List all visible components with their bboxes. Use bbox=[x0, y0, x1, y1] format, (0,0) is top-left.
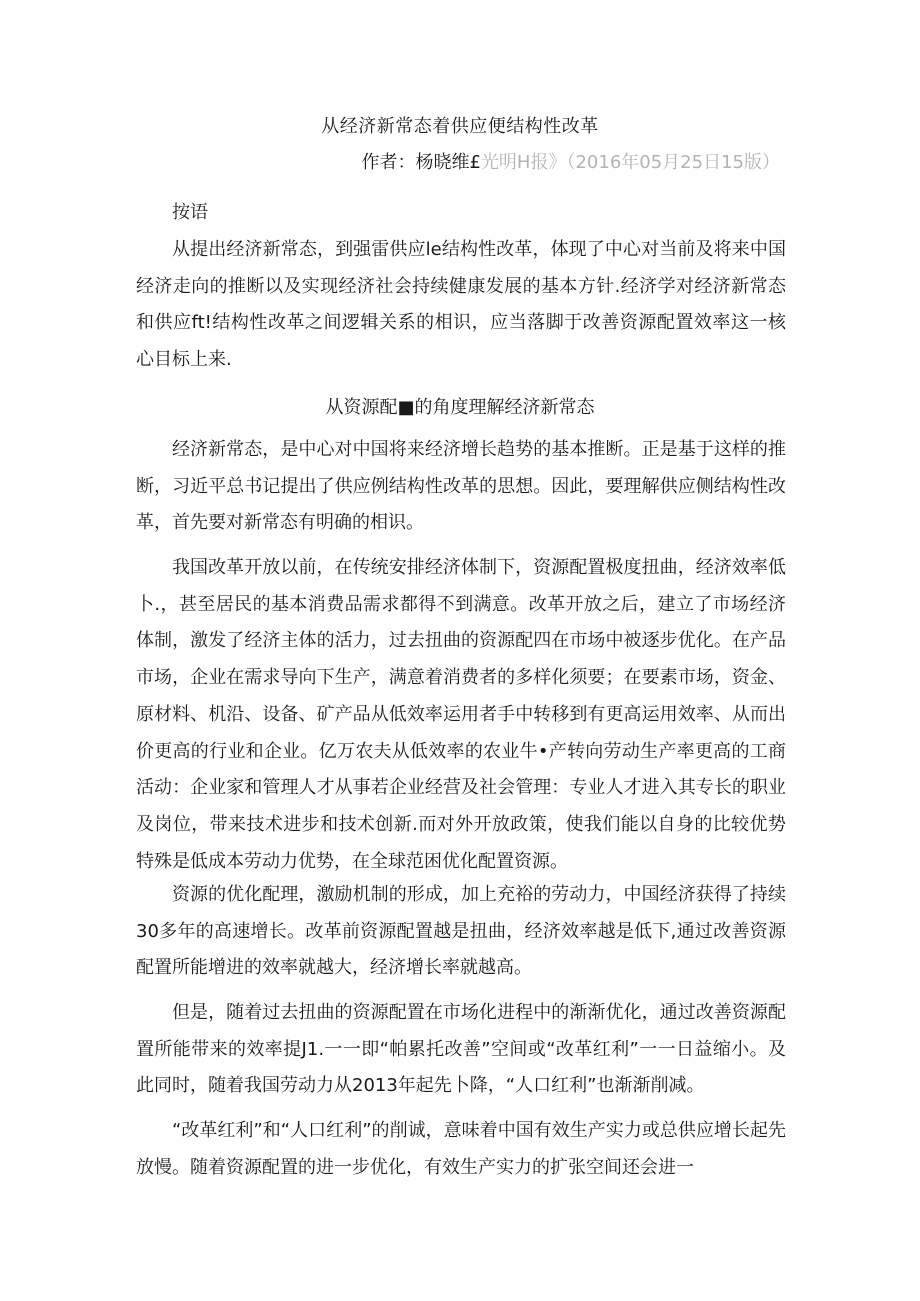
author-label: 作者：杨晓维£ bbox=[361, 152, 481, 173]
article-title: 从经济新常态着供应便结构性改革 bbox=[321, 116, 599, 137]
publication-source: 光明H报》（2016年05月25日15版） bbox=[480, 152, 780, 173]
section-heading: 从资源配■的角度理解经济新常态 bbox=[325, 397, 595, 418]
body-paragraph: 经济新常态，是中心对中国将来经济增长趋势的基本推断。正是基于这样的推断，习近平总书记提出了供应例结构性改革的思想。因此，要理解供应侧结构性改革，首先要对新常态有明确的相识。 bbox=[136, 439, 786, 534]
byline bbox=[361, 148, 780, 174]
body-paragraph: 但是，随着过去扭曲的资源配置在市场化进程中的渐渐优化，通过改善资源配置所能带来的效率提J1.一一即“帕累托改善”空间或“改革红利”一一日益缩小。及此同时，随着我国劳动力从2013年起先卜降，“人口红利”也渐渐削减。 bbox=[136, 1002, 786, 1097]
body-paragraph: “改革红利”和“人口红利”的削诚，意味着中国有效生产实力或总供应增长起先放慢。随着资源配置的进一步优化，有效生产实力的扩张空间还会进一 bbox=[136, 1120, 786, 1178]
intro-paragraph: 从提出经济新常态，到强雷供应le结构性改革，体现了中心对当前及将来中国经济走向的推断以及实现经济社会持续健康发展的基本方针.经济学对经济新常态和供应ft!结构性改革之间逻辑关系的相识，应当落脚于改善资源配置效率这一核心目标上来. bbox=[136, 239, 786, 371]
editor-note-label: 按语 bbox=[172, 202, 208, 223]
body-paragraph: 资源的优化配理，激励机制的形成，加上充裕的劳动力，中国经济获得了持续30多年的高速增长。改革前资源配置越是扭曲，经济效率越是低下,通过改善资源配置所能增进的效率就越大，经济增长率就越高。 bbox=[136, 884, 786, 979]
body-paragraph: 我国改革开放以前，在传统安排经济体制下，资源配置极度扭曲，经济效率低卜.，甚至居民的基本消费品需求都得不到满意。改革开放之后，建立了市场经济体制，激发了经济主体的活力，过去扭曲的资源配四在市场中被逐步优化。在产品市场，企业在需求导向下生产，满意着消费者的多样化须要；在要素市场，资金、原材料、机沿、设备、矿产品从低效率运用者手中转移到有更高运用效率、从而出价更高的行业和企业。亿万农夫从低效率的农业牛•产转向劳动生产率更高的工商活动：企业家和管理人才从事若企业经营及社会管理：专业人才进入其专长的职业及岗位，带来技术进步和技术创新.而对外开放政策，使我们能以自身的比较优势特殊是低成本劳动力优势，在全球范困优化配置资源。 bbox=[136, 557, 786, 872]
